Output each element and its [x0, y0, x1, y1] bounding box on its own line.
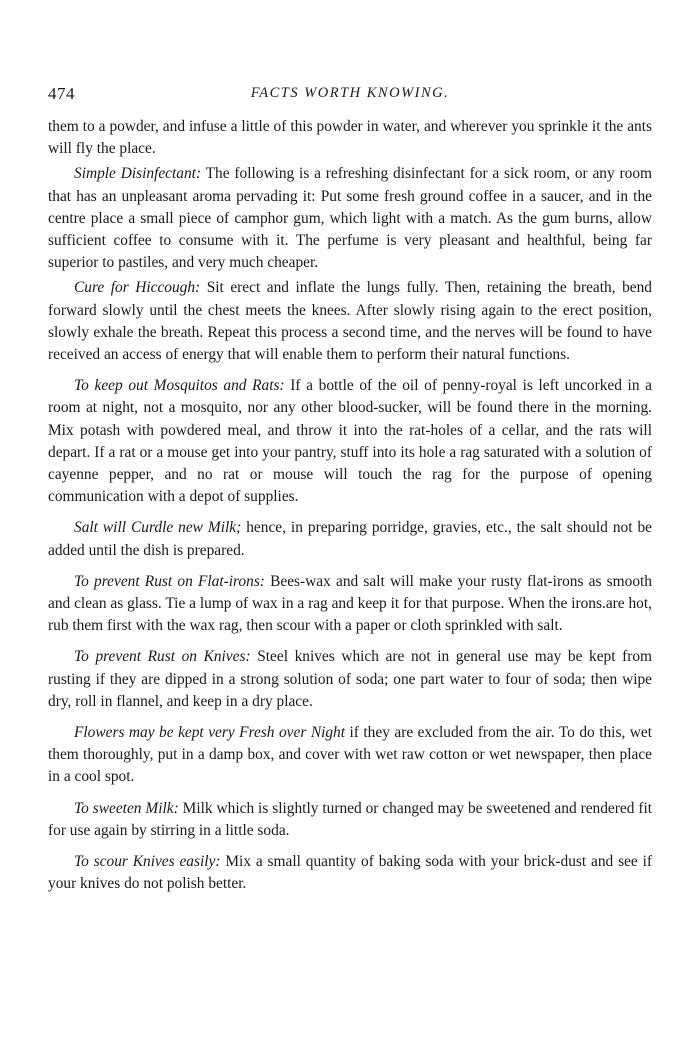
paragraph-cure-for-hiccough [48, 277, 652, 366]
paragraph-heading: To keep out Mosquitos and Rats: [74, 377, 285, 395]
paragraph-heading: Flowers may be kept very Fresh over Night [74, 724, 346, 742]
running-head: FACTS WORTH KNOWING. [250, 85, 450, 101]
paragraph-ants [48, 116, 652, 160]
paragraph-scour-knives [48, 851, 652, 895]
paragraph-heading: To prevent Rust on Knives: [74, 648, 251, 666]
paragraph-text: If a bottle of the oil of penny-royal is left uncorked in a room at night, not a mosquito, nor any other blood-sucker, will be found there in the morning. Mix potash with powdered meal, and throw it into the rat-holes of a cellar, and the rats will depart. If a rat or a mouse get into your pantry, stuff into its hole a rag saturated with a solution of cayenne pepper, and no rat or mouse will touch the rag for the purpose of opening communication with a depot of supplies. [48, 377, 653, 506]
page-header [48, 84, 652, 110]
paragraph-mosquitos-and-rats [48, 375, 652, 508]
page-body [48, 116, 652, 896]
paragraph-text: Bees-wax and salt will make your rusty flat-irons as smooth and clean as glass. Tie a lump of wax in a rag and keep it for that purpose. When the irons.are hot, rub them first with the wax rag, then scour with a paper or cloth sprinkled with salt. [48, 572, 652, 635]
paragraph-text: Steel knives which are not in general use may be kept from rusting if they are dipped in a strong solution of soda; one part water to four of soda; then wipe dry, roll in flannel, and keep in a dry place. [48, 648, 653, 710]
paragraph-sweeten-milk [48, 798, 652, 842]
paragraph-heading: Simple Disinfectant: [74, 165, 202, 183]
paragraph-text: Milk which is slightly turned or changed may be sweetened and rendered fit for use again by stirring in a little soda. [48, 799, 652, 839]
paragraph-rust-knives [48, 646, 652, 713]
page-number: 474 [48, 84, 75, 103]
paragraph-text: Sit erect and inflate the lungs fully. Then, retaining the breath, bend forward slowly until the chest meets the knees. After slowly rising again to the erect position, slowly exhale the breath. Repeat this process a second time, and the nerves will be found to have received an access of energy that will enable them to perform their natural functions. [48, 279, 652, 364]
paragraph-text: them to a powder, and infuse a little of this powder in water, and wherever you sprinkle it the ants will fly the place. [48, 118, 652, 158]
paragraph-salt-curdle-milk [48, 517, 652, 561]
paragraph-text: Mix a small quantity of baking soda with your brick-dust and see if your knives do not polish better. [48, 853, 653, 893]
paragraph-heading: To sweeten Milk: [74, 799, 179, 817]
paragraph-simple-disinfectant [48, 163, 652, 274]
paragraph-heading: Salt will Curdle new Milk; [74, 519, 242, 537]
paragraph-heading: To scour Knives easily: [74, 853, 221, 871]
paragraph-rust-flat-irons [48, 571, 652, 638]
paragraph-flowers-fresh [48, 722, 652, 789]
book-page [48, 84, 652, 899]
paragraph-text: hence, in preparing porridge, gravies, etc., the salt should not be added until the dish is prepared. [48, 519, 652, 559]
paragraph-heading: Cure for Hiccough: [74, 279, 201, 297]
paragraph-heading: To prevent Rust on Flat-irons: [74, 572, 265, 590]
paragraph-text: The following is a refreshing disinfectant for a sick room, or any room that has an unpleasant aroma pervading it: Put some fresh ground coffee in a saucer, and in the centre place a small piece of camphor gum, which light with a match. As the gum burns, allow sufficient coffee to consume with it. The perfume is very pleasant and healthful, being far superior to pastiles, and very much cheaper. [48, 165, 652, 272]
paragraph-text: if they are excluded from the air. To do this, wet them thoroughly, put in a damp box, and cover with wet raw cotton or wet newspaper, then place in a cool spot. [48, 724, 653, 786]
